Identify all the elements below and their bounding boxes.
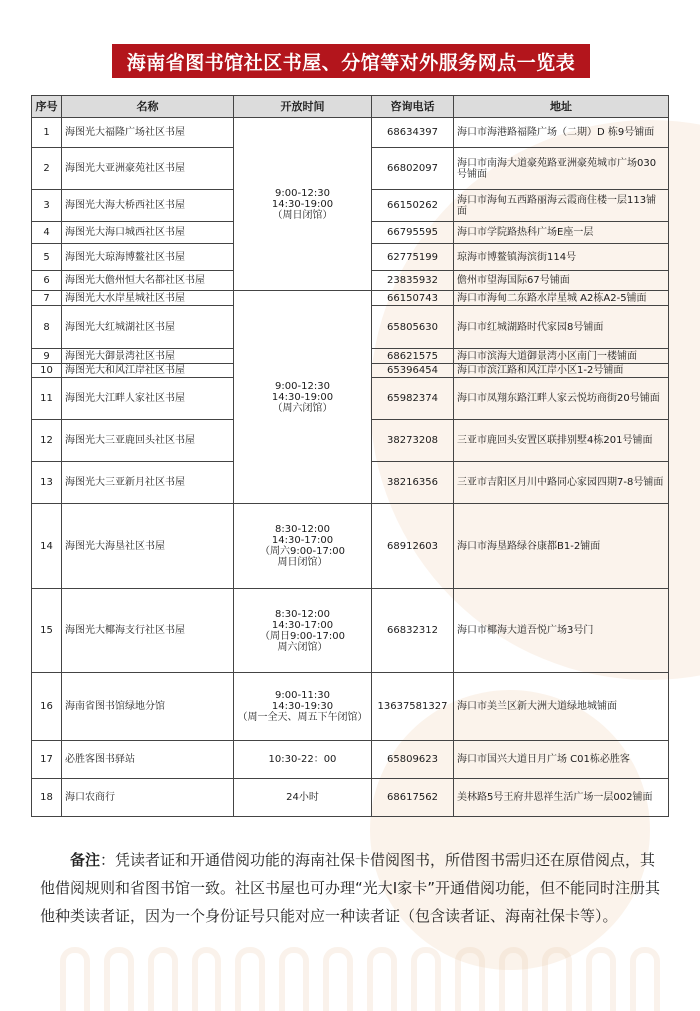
row-no: 5	[32, 244, 62, 271]
row-address: 海口市南海大道豪苑路亚洲豪苑城市广场030号铺面	[454, 148, 669, 190]
table-row	[32, 504, 669, 589]
service-points-table	[31, 95, 669, 817]
row-no: 16	[32, 673, 62, 741]
row-name: 海图光大红城湖社区书屋	[62, 306, 234, 349]
row-address: 美林路5号王府井恩祥生活广场一层002铺面	[454, 779, 669, 817]
row-hours-group-2: 9:00-12:30 14:30-19:00 （周六闭馆）	[234, 291, 372, 504]
row-hours: 8:30-12:00 14:30-17:00 （周日9:00-17:00 周六闭馆）	[234, 589, 372, 673]
row-address: 海口市滨海大道御景湾小区南门一楼铺面	[454, 349, 669, 364]
row-phone: 68634397	[372, 118, 454, 148]
row-name: 海图光大亚洲豪苑社区书屋	[62, 148, 234, 190]
row-no: 14	[32, 504, 62, 589]
row-no: 4	[32, 222, 62, 244]
row-name: 海南省图书馆绿地分馆	[62, 673, 234, 741]
row-no: 6	[32, 271, 62, 291]
row-phone: 23835932	[372, 271, 454, 291]
row-no: 13	[32, 462, 62, 504]
row-name: 海图光大御景湾社区书屋	[62, 349, 234, 364]
row-address: 儋州市望海国际67号铺面	[454, 271, 669, 291]
row-no: 18	[32, 779, 62, 817]
row-address: 海口市国兴大道日月广场 C01栋必胜客	[454, 741, 669, 779]
page-title: 海南省图书馆社区书屋、分馆等对外服务网点一览表	[112, 44, 590, 78]
table-row	[32, 589, 669, 673]
row-name: 海口农商行	[62, 779, 234, 817]
row-no: 2	[32, 148, 62, 190]
row-phone: 66150262	[372, 190, 454, 222]
row-phone: 13637581327	[372, 673, 454, 741]
table-row	[32, 741, 669, 779]
header-phone: 咨询电话	[372, 96, 454, 118]
row-address: 海口市海垦路绿谷康都B1-2铺面	[454, 504, 669, 589]
row-name: 海图光大椰海支行社区书屋	[62, 589, 234, 673]
row-address: 海口市凤翔东路江畔人家云悦坊商街20号铺面	[454, 378, 669, 420]
header-no: 序号	[32, 96, 62, 118]
row-address: 海口市红城湖路时代家园8号铺面	[454, 306, 669, 349]
row-phone: 38273208	[372, 420, 454, 462]
row-phone: 68621575	[372, 349, 454, 364]
row-name: 海图光大和风江岸社区书屋	[62, 364, 234, 378]
row-phone: 65982374	[372, 378, 454, 420]
row-no: 12	[32, 420, 62, 462]
remarks-paragraph	[40, 846, 665, 930]
row-phone: 66150743	[372, 291, 454, 306]
row-phone: 66832312	[372, 589, 454, 673]
header-hours: 开放时间	[234, 96, 372, 118]
remarks-text: ：凭读者证和开通借阅功能的海南社保卡借阅图书，所借图书需归还在原借阅点，其他借阅规则和省图书馆一致。社区书屋也可办理“光大I家卡”开通借阅功能，但不能同时注册其他种类读者证，因为一个身份证号只能对应一种读者证（包含读者证、海南社保卡等）。	[40, 851, 660, 925]
row-phone: 65805630	[372, 306, 454, 349]
row-no: 15	[32, 589, 62, 673]
row-name: 海图光大江畔人家社区书屋	[62, 378, 234, 420]
row-phone: 68617562	[372, 779, 454, 817]
row-address: 海口市椰海大道吾悦广场3号门	[454, 589, 669, 673]
row-phone: 65809623	[372, 741, 454, 779]
row-hours-group-1: 9:00-12:30 14:30-19:00 （周日闭馆）	[234, 118, 372, 291]
row-name: 海图光大儋州恒大名都社区书屋	[62, 271, 234, 291]
row-no: 11	[32, 378, 62, 420]
row-address: 海口市海港路福隆广场（二期）D 栋9号铺面	[454, 118, 669, 148]
row-name: 海图光大海垦社区书屋	[62, 504, 234, 589]
row-hours: 9:00-11:30 14:30-19:30 （周一全天、周五下午闭馆）	[234, 673, 372, 741]
row-no: 7	[32, 291, 62, 306]
table-row	[32, 779, 669, 817]
row-name: 海图光大三亚新月社区书屋	[62, 462, 234, 504]
row-phone: 68912603	[372, 504, 454, 589]
row-no: 9	[32, 349, 62, 364]
row-address: 琼海市博鳌镇海滨街114号	[454, 244, 669, 271]
row-name: 海图光大福隆广场社区书屋	[62, 118, 234, 148]
row-hours: 24小时	[234, 779, 372, 817]
row-name: 海图光大海大桥西社区书屋	[62, 190, 234, 222]
row-address: 海口市海甸二东路水岸星城 A2栋A2-5铺面	[454, 291, 669, 306]
row-name: 海图光大海口城西社区书屋	[62, 222, 234, 244]
row-no: 10	[32, 364, 62, 378]
row-no: 3	[32, 190, 62, 222]
row-hours: 8:30-12:00 14:30-17:00 （周六9:00-17:00 周日闭馆）	[234, 504, 372, 589]
row-phone: 62775199	[372, 244, 454, 271]
row-no: 1	[32, 118, 62, 148]
table-row	[32, 291, 669, 306]
row-phone: 65396454	[372, 364, 454, 378]
row-address: 海口市滨江路和风江岸小区1-2号铺面	[454, 364, 669, 378]
row-phone: 66795595	[372, 222, 454, 244]
row-phone: 38216356	[372, 462, 454, 504]
header-name: 名称	[62, 96, 234, 118]
row-name: 海图光大琼海博鳌社区书屋	[62, 244, 234, 271]
table-row	[32, 673, 669, 741]
row-address: 三亚市吉阳区月川中路同心家园四期7-8号铺面	[454, 462, 669, 504]
header-address: 地址	[454, 96, 669, 118]
row-name: 必胜客图书驿站	[62, 741, 234, 779]
background-building-watermark	[60, 941, 660, 1011]
row-phone: 66802097	[372, 148, 454, 190]
table-row	[32, 118, 669, 148]
row-address: 海口市海甸五西路丽海云霞商住楼一层113铺面	[454, 190, 669, 222]
row-name: 海图光大三亚鹿回头社区书屋	[62, 420, 234, 462]
row-address: 海口市美兰区新大洲大道绿地城铺面	[454, 673, 669, 741]
row-no: 8	[32, 306, 62, 349]
row-name: 海图光大水岸星城社区书屋	[62, 291, 234, 306]
table-header-row	[32, 96, 669, 118]
row-hours: 10:30-22：00	[234, 741, 372, 779]
row-address: 三亚市鹿回头安置区联排别墅4栋201号铺面	[454, 420, 669, 462]
row-no: 17	[32, 741, 62, 779]
row-address: 海口市学院路热科广场E座一层	[454, 222, 669, 244]
remarks-label: 备注	[70, 851, 101, 869]
